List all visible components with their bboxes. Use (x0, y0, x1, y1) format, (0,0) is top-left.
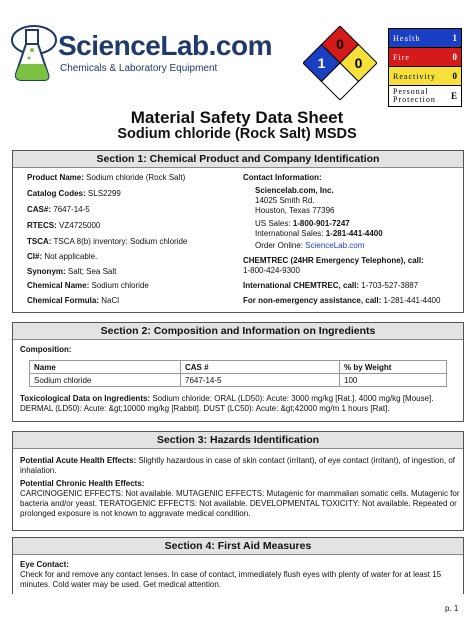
product-name-label: Product Name: (27, 173, 84, 182)
intl-sales-label: International Sales: (255, 229, 324, 238)
cell-weight: 100 (340, 374, 447, 387)
hmis-reactivity-value: 0 (452, 71, 457, 81)
hmis-health-value: 1 (452, 33, 457, 43)
table-header-row (30, 361, 447, 374)
catalog-codes-value: SLS2299 (87, 189, 121, 198)
tox-data-label: Toxicological Data on Ingredients: (20, 394, 151, 403)
acute-effects-text-2: inhalation. (20, 466, 57, 475)
nonemergency-line (243, 296, 440, 306)
acute-effects-text-1: Slightly hazardous in case of skin contact (irritant), of eye contact (irritant), of ingestion, of (138, 456, 455, 465)
order-online-label: Order Online: (255, 241, 304, 250)
page-number: p. 1 (445, 604, 459, 613)
address-line-1: 14025 Smith Rd. (255, 196, 315, 205)
intl-sales-phone: 1-281-441-4400 (325, 229, 383, 238)
company-name: Sciencelab.com, Inc. (255, 186, 334, 195)
catalog-codes-line (27, 189, 121, 199)
intl-sales-line (255, 229, 383, 239)
cell-cas: 7647-14-5 (181, 374, 340, 387)
hmis-fire-row (389, 48, 461, 67)
us-sales-phone: 1-800-901-7247 (292, 219, 350, 228)
intl-chemtrec-line (243, 281, 418, 291)
chemical-formula-line (27, 296, 119, 306)
document-subtitle: Sodium chloride (Rock Salt) MSDS (117, 126, 357, 142)
us-sales-line (255, 219, 350, 229)
tsca-label: TSCA: (27, 237, 52, 246)
order-online-line (255, 241, 364, 251)
table-row (30, 374, 447, 387)
chemtrec-phone: 1-800-424-9300 (243, 266, 300, 275)
intl-chemtrec-phone: 1-703-527-3887 (361, 281, 419, 290)
hmis-label (388, 28, 462, 107)
hmis-ppe-label-1: Personal (393, 87, 429, 96)
hmis-health-label: Health (393, 33, 421, 43)
nfpa-fire-value: 0 (336, 36, 344, 52)
chronic-effects-text-3: prolonged exposure is not known to aggravate medical condition. (20, 509, 251, 518)
rtecs-value: VZ4725000 (59, 221, 101, 230)
cas-value: 7647-14-5 (53, 205, 90, 214)
hmis-reactivity-row (389, 67, 461, 86)
cas-line (27, 205, 90, 215)
chemical-name-label: Chemical Name: (27, 281, 90, 290)
ci-line (27, 252, 97, 262)
chemtrec-label: CHEMTREC (24HR Emergency Telephone), call: (243, 256, 424, 265)
section-4-heading: Section 4: First Aid Measures (13, 538, 463, 555)
document-title: Material Safety Data Sheet (130, 108, 344, 127)
hmis-fire-value: 0 (452, 52, 457, 62)
synonym-value: Salt; Sea Salt (67, 267, 117, 276)
hmis-fire-label: Fire (393, 52, 410, 62)
acute-effects-line-1 (20, 456, 455, 466)
chronic-effects-text-1: CARCINOGENIC EFFECTS: Not available. MUTAGENIC EFFECTS: Mutagenic for mammalian somatic cells. Mutagenic for (20, 489, 460, 498)
chronic-effects-label: Potential Chronic Health Effects: (20, 479, 145, 488)
address-line-2: Houston, Texas 77396 (255, 206, 335, 215)
synonym-line (27, 267, 116, 277)
chemical-formula-label: Chemical Formula: (27, 296, 100, 305)
nfpa-health-value: 1 (317, 55, 326, 71)
order-online-link[interactable]: ScienceLab.com (305, 241, 365, 250)
nfpa-reactivity-value: 0 (354, 55, 363, 71)
contact-info-label: Contact Information: (243, 173, 322, 182)
column-header-weight: % by Weight (340, 361, 447, 374)
chemical-formula-value: NaCl (101, 296, 120, 305)
section-3-heading: Section 3: Hazards Identification (13, 432, 463, 449)
column-header-cas: CAS # (181, 361, 340, 374)
intl-chemtrec-label: International CHEMTREC, call: (243, 281, 360, 290)
hmis-reactivity-label: Reactivity (393, 71, 436, 81)
eye-contact-text-1: Check for and remove any contact lenses. In case of contact, immediately flush eyes with plenty of water for at least 15 (20, 570, 442, 579)
column-header-name: Name (30, 361, 181, 374)
cas-label: CAS#: (27, 205, 52, 214)
composition-label: Composition: (20, 345, 72, 354)
composition-table (29, 360, 447, 387)
section-1-heading: Section 1: Chemical Product and Company Identification (13, 151, 463, 168)
hmis-ppe-value: E (450, 91, 457, 101)
chemical-name-value: Sodium chloride (91, 281, 149, 290)
tox-data-line-1 (20, 394, 434, 404)
section-2-heading: Section 2: Composition and Information on Ingredients (13, 323, 463, 340)
catalog-codes-label: Catalog Codes: (27, 189, 86, 198)
eye-contact-label: Eye Contact: (20, 560, 69, 569)
tox-data-text-1: Sodium chloride: ORAL (LD50): Acute: 3000 mg/kg [Rat.]. 4000 mg/kg [Mouse]. (152, 394, 434, 403)
hmis-ppe-row (389, 86, 461, 106)
ci-value: Not applicable. (44, 252, 98, 261)
eye-contact-text-2: minutes. Cold water may be used. Get medical attention. (20, 580, 221, 589)
product-name-value: Sodium chloride (Rock Salt) (86, 173, 186, 182)
tsca-line (27, 237, 187, 247)
us-sales-label: US Sales: (255, 219, 291, 228)
nonemergency-label: For non-emergency assistance, call: (243, 296, 382, 305)
synonym-label: Synonym: (27, 267, 66, 276)
brand-tagline: Chemicals & Laboratory Equipment (60, 63, 218, 74)
hmis-ppe-label-2: Protection (393, 95, 436, 104)
hmis-health-row (389, 29, 461, 48)
chronic-effects-text-2: bacteria and/or yeast. TERATOGENIC EFFECTS: Not available. DEVELOPMENTAL TOXICITY: Not available. Repeated or (20, 499, 457, 508)
tox-data-text-2: DERMAL (LD50): Acute: &gt;10000 mg/kg [Rabbit]. DUST (LC50): Acute: &gt;42000 mg/m 1 hours [Rat]. (20, 404, 390, 413)
brand-name: ScienceLab.com (58, 30, 272, 61)
rtecs-line (27, 221, 100, 231)
product-name-line (27, 173, 185, 183)
rtecs-label: RTECS: (27, 221, 57, 230)
nonemergency-phone: 1-281-441-4400 (383, 296, 441, 305)
cell-name: Sodium chloride (30, 374, 181, 387)
nfpa-diamond (303, 26, 377, 100)
ci-label: CI#: (27, 252, 43, 261)
tsca-value: TSCA 8(b) inventory: Sodium chloride (53, 237, 188, 246)
chemical-name-line (27, 281, 149, 291)
acute-effects-label: Potential Acute Health Effects: (20, 456, 137, 465)
